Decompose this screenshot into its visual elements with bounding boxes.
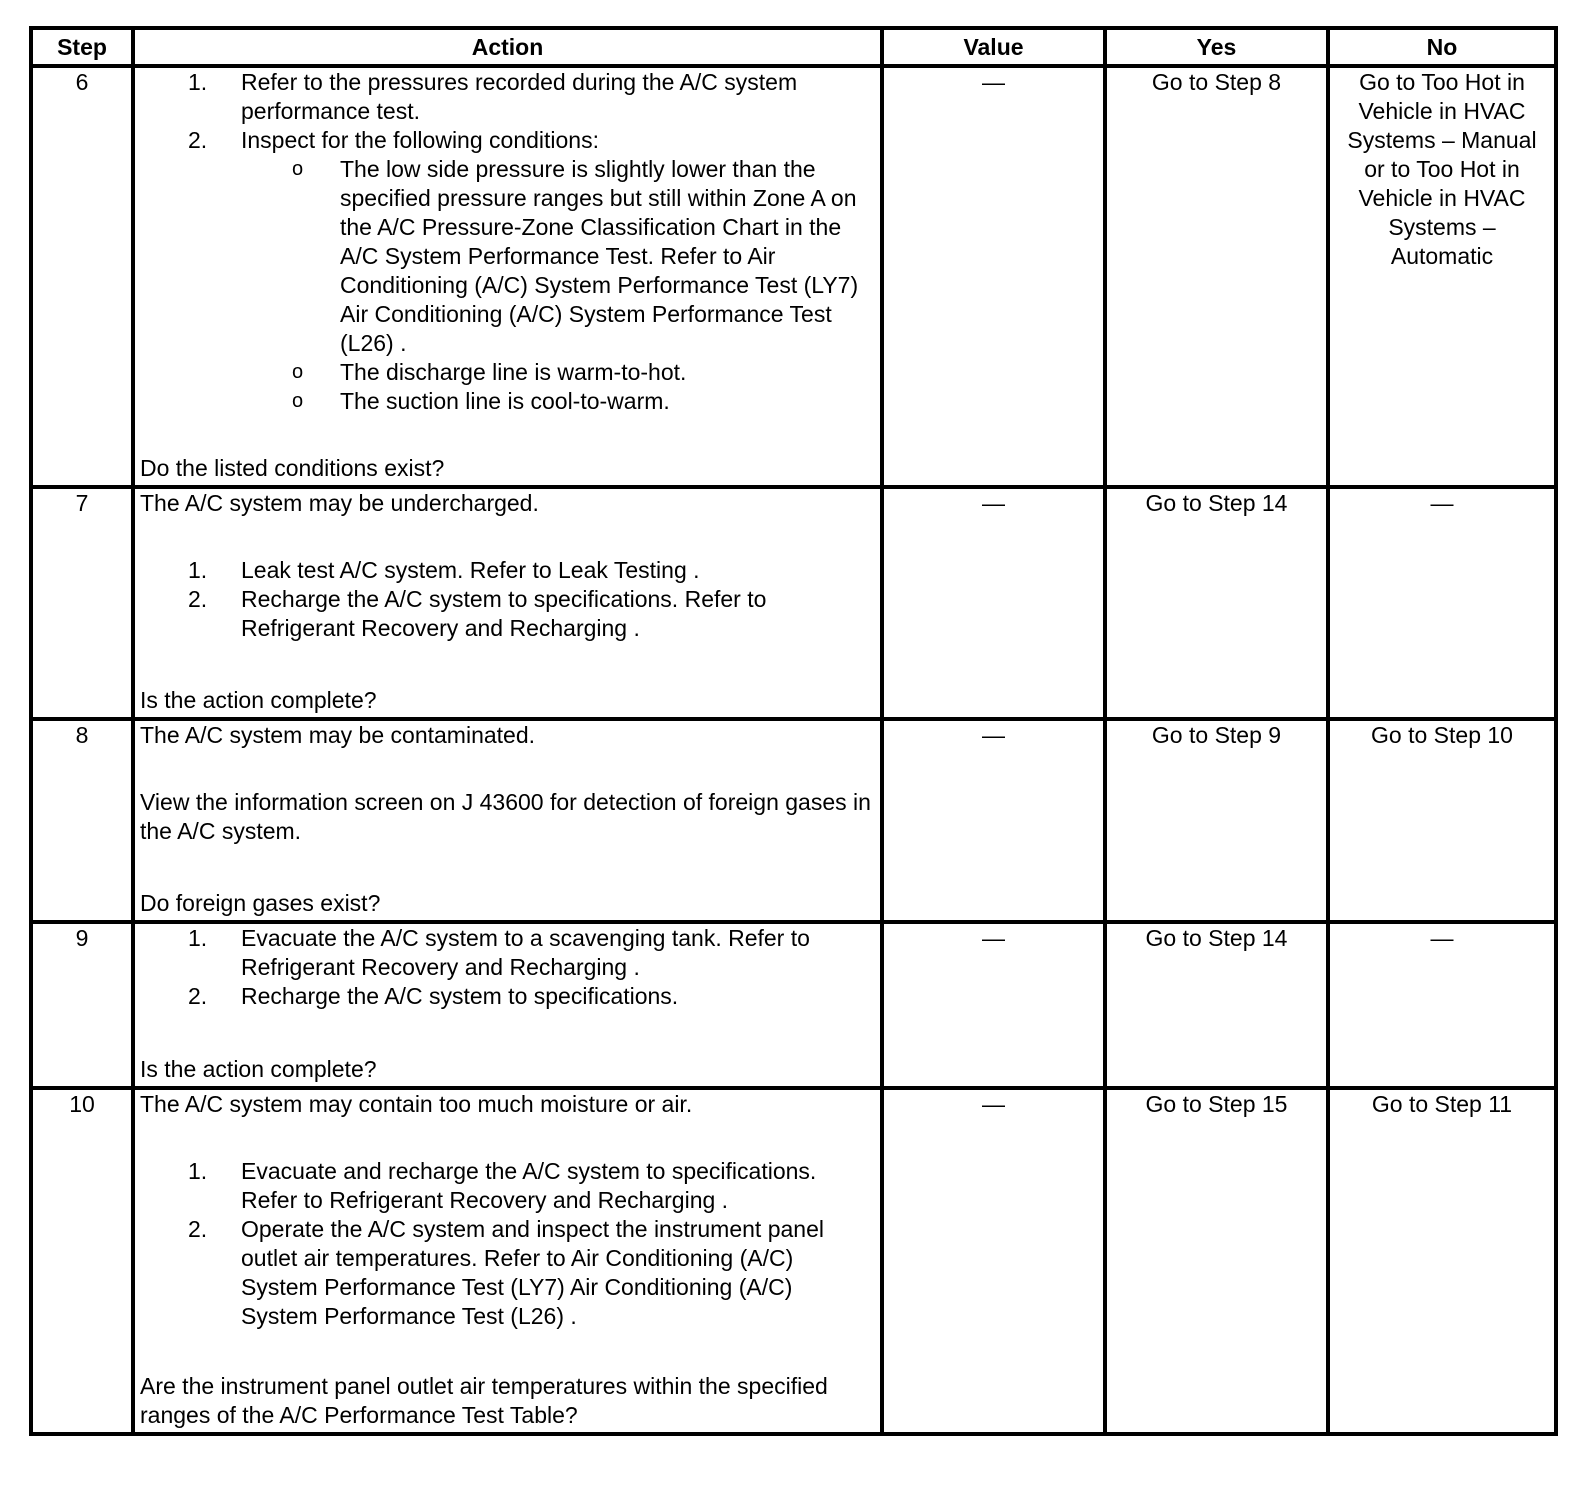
step-number: 8 xyxy=(31,719,133,922)
action-question: Is the action complete? xyxy=(140,687,377,713)
step-item-text: Evacuate the A/C system to a scavenging tank. Refer to Refrigerant Recovery and Recharging . xyxy=(241,925,810,980)
action-question: Do the listed conditions exist? xyxy=(140,455,445,481)
condition-item xyxy=(140,358,875,387)
yes-cell: Go to Step 15 xyxy=(1105,1088,1328,1434)
action-body: View the information screen on J 43600 for detection of foreign gases in the A/C system. xyxy=(140,789,871,844)
step-item-text: Operate the A/C system and inspect the instrument panel outlet air temperatures. Refer to Air Conditioning (A/C) System Performance Test (LY7) Air Conditioning (A/C) System Performance Test (L26) . xyxy=(241,1216,824,1329)
action-step xyxy=(140,68,875,126)
bullet-icon: o xyxy=(292,390,304,412)
action-steps xyxy=(140,924,875,1011)
step-item-number: 1. xyxy=(188,557,208,583)
action-cell xyxy=(133,719,882,922)
step-item-text: Inspect for the following conditions: xyxy=(241,127,599,153)
action-cell xyxy=(133,1088,882,1434)
yes-cell: Go to Step 14 xyxy=(1105,487,1328,719)
bullet-icon: o xyxy=(292,158,304,180)
action-step xyxy=(140,126,875,416)
step-number: 6 xyxy=(31,66,133,487)
step-item-number: 2. xyxy=(188,586,208,612)
bullet-icon: o xyxy=(292,361,304,383)
step-number: 9 xyxy=(31,922,133,1088)
value-cell: — xyxy=(882,1088,1105,1434)
condition-list xyxy=(140,155,875,416)
step-number: 7 xyxy=(31,487,133,719)
step-number: 10 xyxy=(31,1088,133,1434)
no-cell: — xyxy=(1328,922,1556,1088)
action-step xyxy=(140,585,875,643)
action-step xyxy=(140,982,875,1011)
value-cell: — xyxy=(882,487,1105,719)
no-cell: Go to Step 11 xyxy=(1328,1088,1556,1434)
condition-text: The low side pressure is slightly lower than the specified pressure ranges but still within Zone A on the A/C Pressure-Zone Classification Chart in the A/C System Performance Test. Refer to Air Conditioning (A/C) System Performance Test (LY7) Air Conditioning (A/C) System Performance Test (L26) . xyxy=(340,156,859,356)
header-no: No xyxy=(1328,28,1556,66)
table-row xyxy=(31,1088,1556,1434)
step-item-number: 2. xyxy=(188,127,208,153)
action-step xyxy=(140,1157,875,1215)
no-cell: Go to Too Hot in Vehicle in HVAC Systems – Manual or to Too Hot in Vehicle in HVAC Systems – Automatic xyxy=(1328,66,1556,487)
action-question: Are the instrument panel outlet air temperatures within the specified ranges of the A/C Performance Test Table? xyxy=(140,1373,828,1428)
step-item-text: Refer to the pressures recorded during the A/C system performance test. xyxy=(241,69,798,124)
table-row xyxy=(31,66,1556,487)
step-item-number: 1. xyxy=(188,925,208,951)
step-item-number: 1. xyxy=(188,69,208,95)
action-steps xyxy=(140,556,875,643)
step-item-text: Recharge the A/C system to specifications. xyxy=(241,983,679,1009)
step-item-text: Recharge the A/C system to specifications. Refer to Refrigerant Recovery and Recharging . xyxy=(241,586,767,641)
action-step xyxy=(140,1215,875,1331)
yes-cell: Go to Step 9 xyxy=(1105,719,1328,922)
action-intro: The A/C system may be undercharged. xyxy=(140,490,539,516)
no-cell: Go to Step 10 xyxy=(1328,719,1556,922)
condition-item xyxy=(140,155,875,358)
action-steps xyxy=(140,1157,875,1331)
action-intro: The A/C system may be contaminated. xyxy=(140,722,536,748)
action-step xyxy=(140,556,875,585)
header-row xyxy=(31,28,1556,66)
step-item-number: 1. xyxy=(188,1158,208,1184)
step-item-number: 2. xyxy=(188,983,208,1009)
action-steps xyxy=(140,68,875,416)
step-item-number: 2. xyxy=(188,1216,208,1242)
action-intro: The A/C system may contain too much moisture or air. xyxy=(140,1091,693,1117)
table-row xyxy=(31,922,1556,1088)
action-cell xyxy=(133,66,882,487)
yes-cell: Go to Step 14 xyxy=(1105,922,1328,1088)
condition-text: The suction line is cool-to-warm. xyxy=(340,388,670,414)
value-cell: — xyxy=(882,922,1105,1088)
action-cell xyxy=(133,922,882,1088)
step-item-text: Leak test A/C system. Refer to Leak Testing . xyxy=(241,557,700,583)
table-row xyxy=(31,487,1556,719)
header-yes: Yes xyxy=(1105,28,1328,66)
header-value: Value xyxy=(882,28,1105,66)
step-item-text: Evacuate and recharge the A/C system to specifications. Refer to Refrigerant Recovery and Recharging . xyxy=(241,1158,817,1213)
action-cell xyxy=(133,487,882,719)
yes-cell: Go to Step 8 xyxy=(1105,66,1328,487)
condition-item xyxy=(140,387,875,416)
table-row xyxy=(31,719,1556,922)
header-action: Action xyxy=(133,28,882,66)
value-cell: — xyxy=(882,66,1105,487)
value-cell: — xyxy=(882,719,1105,922)
header-step: Step xyxy=(31,28,133,66)
action-step xyxy=(140,924,875,982)
no-cell: — xyxy=(1328,487,1556,719)
action-question: Do foreign gases exist? xyxy=(140,890,381,916)
diagnostic-table xyxy=(29,26,1558,1436)
action-question: Is the action complete? xyxy=(140,1056,377,1082)
condition-text: The discharge line is warm-to-hot. xyxy=(340,359,687,385)
